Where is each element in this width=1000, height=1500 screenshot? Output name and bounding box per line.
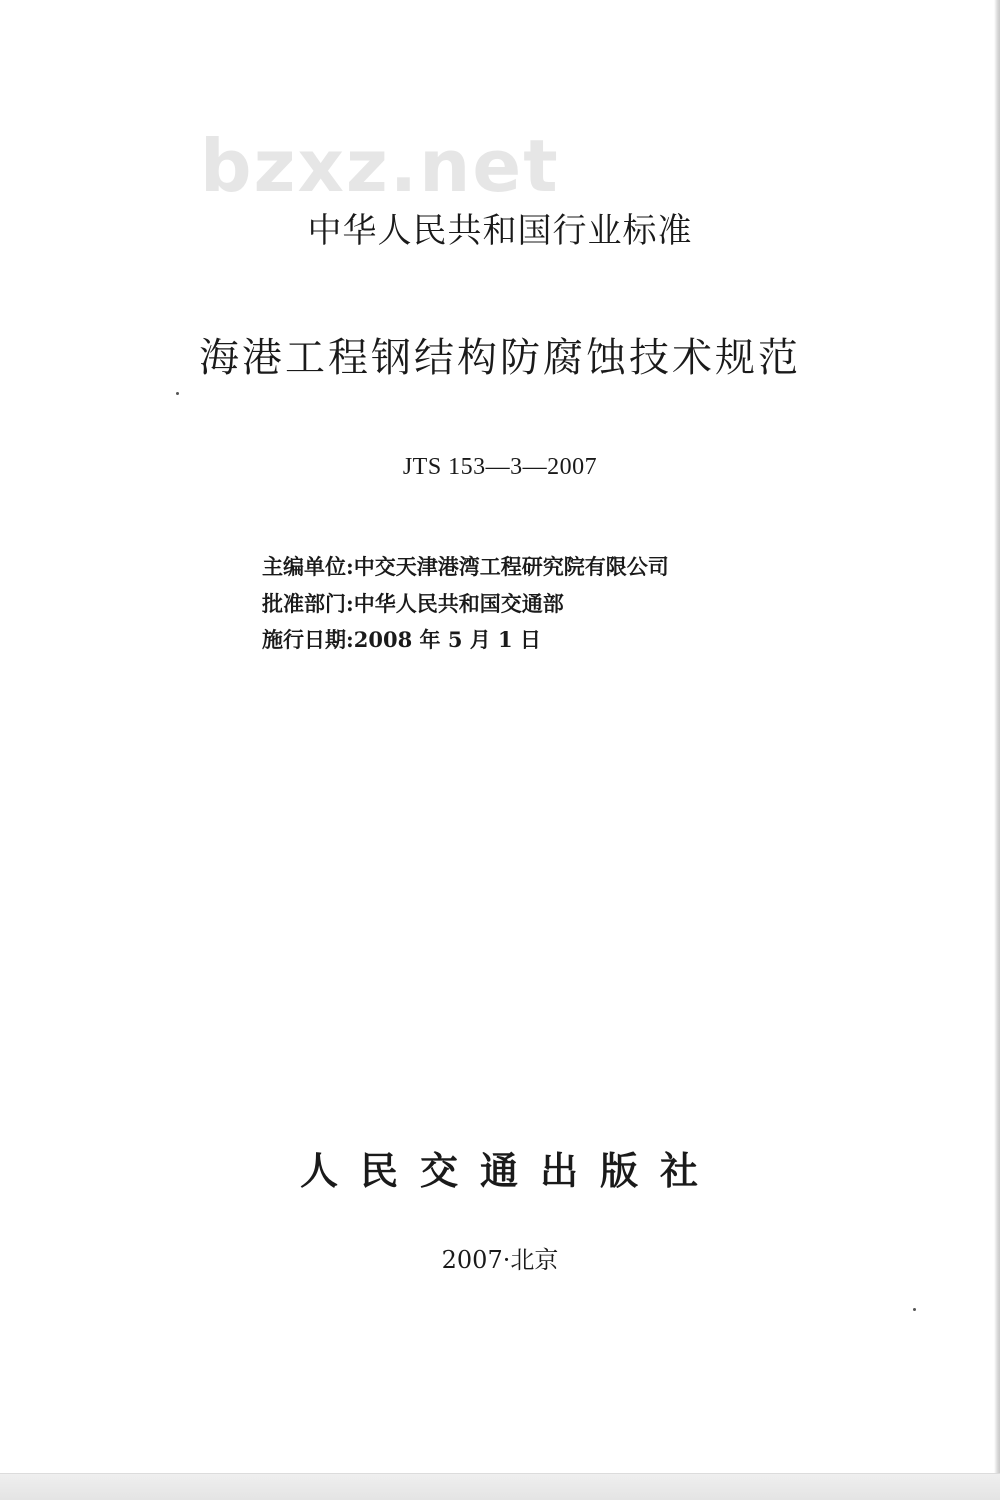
standard-code: JTS 153—3—2007 <box>402 454 598 480</box>
chief-editor-line: 主编单位:中交天津港湾工程研究院有限公司 <box>262 554 669 579</box>
scan-speck <box>176 392 179 395</box>
standard-category: 中华人民共和国行业标准 <box>307 211 693 251</box>
page-bottom-band <box>0 1473 1000 1500</box>
approver-line: 批准部门:中华人民共和国交通部 <box>262 591 564 616</box>
page-edge-shadow <box>994 0 1000 1475</box>
watermark-logo: bzxz.net <box>200 124 560 208</box>
effective-date-line: 施行日期:2008 年 5 月 1 日 <box>262 627 541 652</box>
document-title: 海港工程钢结构防腐蚀技术规范 <box>199 335 801 381</box>
scan-speck <box>913 1308 916 1311</box>
publication-place-year: 2007·北京 <box>441 1246 559 1274</box>
publisher-name: 人民交通出版社 <box>299 1148 720 1193</box>
